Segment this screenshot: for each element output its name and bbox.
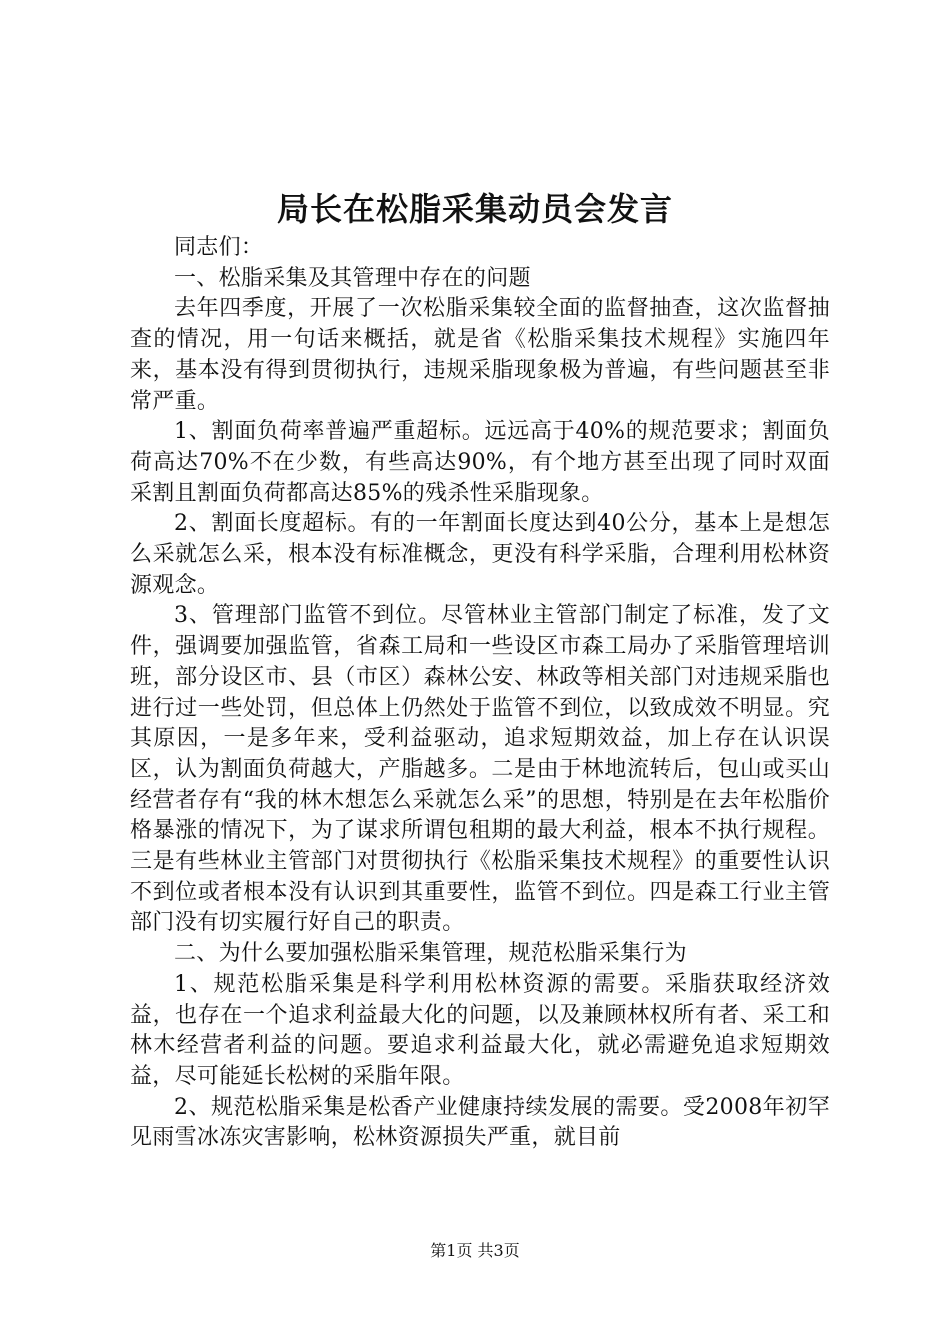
section-heading-2: 二、为什么要加强松脂采集管理，规范松脂采集行为 — [174, 941, 687, 967]
document-title: 局长在松脂采集动员会发言 — [276, 190, 673, 228]
paragraph: 3、管理部门监管不到位。尽管林业主管部门制定了标准，发了文件，强调要加强监管，省森工局和一些设区市森工局办了采脂管理培训班，部分设区市、县（市区）森林公安、林政等相关部门对违规采脂也进行过一些处罚，但总体上仍然处于监管不到位，以致成效不明显。究其原因，一是多年来，受利益驱动，追求短期效益，加上存在认识误区，认为割面负荷越大，产脂越多。二是由于林地流转后，包山或买山经营者存有“我的林木想怎么采就怎么采”的思想，特别是在去年松脂价格暴涨的情况下，为了谋求所谓包租期的最大利益，根本不执行规程。三是有些林业主管部门对贯彻执行《松脂采集技术规程》的重要性认识不到位或者根本没有认识到其重要性，监管不到位。四是森工行业主管部门没有切实履行好自己的职责。 — [130, 603, 830, 936]
salutation: 同志们： — [174, 235, 264, 260]
paragraph: 1、规范松脂采集是科学利用松林资源的需要。采脂获取经济效益，也存在一个追求利益最大化的问题，以及兼顾林权所有者、采工和林木经营者利益的问题。要追求利益最大化，就必需避免追求短期效益，尽可能延长松树的采脂年限。 — [130, 971, 830, 1089]
paragraph: 2、割面长度超标。有的一年割面长度达到40公分，基本上是想怎么采就怎么采，根本没有标准概念，更没有科学采脂，合理利用松林资源观念。 — [130, 511, 830, 598]
page-number-footer: 第1页 共3页 — [430, 1241, 520, 1260]
paragraph: 1、割面负荷率普遍严重超标。远远高于40%的规范要求；割面负荷高达70%不在少数，有些高达90%，有个地方甚至出现了同时双面采割且割面负荷都高达85%的残杀性采脂现象。 — [130, 419, 830, 506]
paragraph: 去年四季度，开展了一次松脂采集较全面的监督抽查，这次监督抽查的情况，用一句话来概括，就是省《松脂采集技术规程》实施四年来，基本没有得到贯彻执行，违规采脂现象极为普遍，有些问题甚至非常严重。 — [130, 296, 830, 414]
section-heading-1: 一、松脂采集及其管理中存在的问题 — [174, 265, 531, 291]
paragraph: 2、规范松脂采集是松香产业健康持续发展的需要。受2008年初罕见雨雪冰冻灾害影响，松林资源损失严重，就目前 — [130, 1094, 830, 1151]
document-body — [130, 233, 830, 1154]
